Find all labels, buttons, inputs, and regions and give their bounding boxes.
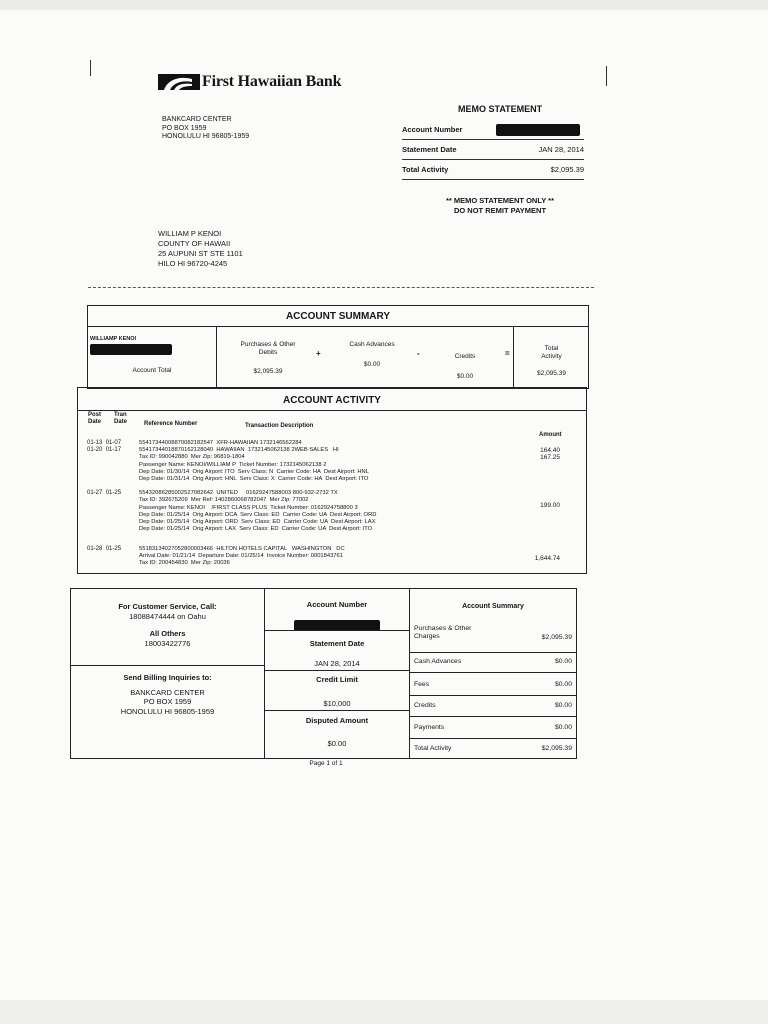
summary-row-value: $0.00 — [554, 658, 572, 665]
reference-header: Reference Number — [144, 421, 198, 427]
txn-dates: 01-27 01-25 — [87, 490, 122, 496]
txn-line: Arrival Date: 01/21/14 Departure Date: 01/25/14 Invoice Number: 0001843761 — [139, 553, 343, 559]
memo-row-date — [402, 140, 584, 160]
payment-stub-box — [70, 588, 577, 759]
equals-sign: = — [505, 349, 510, 358]
summary-row-fees — [410, 681, 576, 688]
billing-address-line: BANKCARD CENTER — [130, 687, 205, 697]
memo-notice — [410, 196, 590, 216]
total-activity-value: $2,095.39 — [537, 370, 566, 377]
stub-summary-column — [410, 589, 576, 758]
customer-line: HILO HI 96720-4245 — [158, 259, 228, 268]
total-activity-cell — [513, 327, 589, 388]
summary-name: WILLIAMP KENOI — [90, 336, 137, 342]
txn-line: 55183134027052800003466 HILTON HOTELS CAPITAL WASHINGTON DC — [139, 546, 345, 552]
txn-line: Dep Date: 01/30/14 Orig Airport: ITO Serv Class: N Carrier Code: HA Dest Airport: HNL — [139, 469, 369, 475]
summary-row-purchases — [410, 625, 576, 641]
purchases-value: $2,095.39 — [253, 368, 283, 375]
bank-address-line: HONOLULU HI 96805-1959 — [162, 133, 250, 140]
bank-logo-icon — [158, 74, 200, 90]
customer-line: WILLIAM P KENOI — [158, 229, 222, 238]
customer-service-phone: 18088474444 on Oahu — [129, 611, 206, 621]
memo-row-account — [402, 120, 584, 140]
fold-mark-left — [90, 60, 91, 76]
divider — [410, 695, 576, 696]
credit-limit-label: Credit Limit — [316, 675, 358, 684]
summary-row-label: Payments — [414, 724, 445, 731]
summary-row-label: Purchases & Other Charges — [414, 625, 472, 640]
customer-line: 25 AUPUNI ST STE 1101 — [158, 249, 243, 258]
all-others-label: All Others — [149, 629, 186, 638]
tran-date-header: Tran Date — [114, 412, 128, 425]
description-header: Transaction Description — [245, 423, 314, 429]
statement-date-value: JAN 28, 2014 — [314, 659, 360, 668]
memo-label: Statement Date — [402, 145, 457, 154]
bank-address — [162, 116, 249, 142]
divider — [265, 710, 409, 711]
account-activity-title: ACCOUNT ACTIVITY — [78, 388, 586, 411]
customer-service-label: For Customer Service, Call: — [118, 602, 217, 611]
stub-contact-column — [71, 589, 265, 758]
redaction-bar — [496, 124, 580, 136]
summary-row-value: $0.00 — [554, 702, 572, 709]
redaction-bar — [90, 344, 172, 355]
txn-dates: 01-20 01-17 — [87, 447, 122, 453]
memo-notice-line: DO NOT REMIT PAYMENT — [453, 206, 547, 215]
txn-line: 55432086285002527082642 UNITED 01629247588003 800-932-2732 TX — [139, 490, 338, 496]
txn-line: Passenger Name: KENOI /FIRST CLASS PLUS Ticket Number: 0162924758800 3 — [139, 505, 358, 511]
tear-line — [88, 287, 594, 288]
txn-line: 55417344008870082182547 XFR-HAWAIIAN 1732146562284 — [139, 440, 302, 446]
minus-sign: - — [417, 349, 420, 358]
stub-summary-title: Account Summary — [462, 603, 524, 610]
billing-inquiries-block — [71, 673, 264, 716]
memo-value: $2,095.39 — [550, 165, 584, 174]
all-others-phone: 18003422776 — [144, 638, 191, 648]
summary-row-value: $0.00 — [554, 681, 572, 688]
summary-row-cash — [410, 658, 576, 665]
summary-row-total — [410, 745, 576, 752]
summary-row-label: Total Activity — [414, 745, 452, 752]
memo-value: JAN 28, 2014 — [538, 145, 584, 154]
divider — [410, 672, 576, 673]
customer-address — [158, 229, 243, 269]
account-summary-box — [87, 305, 589, 389]
txn-dates: 01-13 01-07 — [87, 440, 122, 446]
summary-row-value: $2,095.39 — [541, 745, 572, 752]
memo-label: Account Number — [402, 125, 463, 134]
credit-limit-value: $10,000 — [323, 699, 351, 708]
credits-value: $0.00 — [456, 372, 474, 380]
summary-row-value: $0.00 — [554, 724, 572, 731]
statement-date-label: Statement Date — [309, 639, 365, 648]
account-summary-title: ACCOUNT SUMMARY — [88, 306, 588, 327]
txn-line: Passenger Name: KENOI/WILLIAM P Ticket Number: 1732145062138 2 — [139, 462, 327, 468]
divider — [410, 738, 576, 739]
bank-logo — [158, 72, 341, 92]
account-activity-box — [77, 387, 587, 574]
fold-mark-right — [606, 66, 607, 86]
scan-edge-top — [0, 0, 768, 10]
billing-inquiries-label: Send Billing Inquiries to: — [123, 673, 212, 682]
cash-label: Cash Advances — [349, 341, 395, 348]
memo-title: MEMO STATEMENT — [458, 104, 543, 114]
txn-amount: 199.00 — [540, 502, 560, 509]
txn-dates: 01-28 01-25 — [87, 546, 122, 552]
summary-row-value: $2,095.39 — [541, 634, 572, 641]
customer-line: COUNTY OF HAWAII — [158, 239, 231, 248]
memo-row-total — [402, 160, 584, 180]
plus-sign: + — [316, 349, 321, 358]
summary-row-payments — [410, 724, 576, 731]
txn-line: Dep Date: 01/25/14 Orig Airport: ORD Serv Class: ED Carrier Code: UA Dest Airport: LAX — [139, 519, 376, 525]
txn-amount: 167.25 — [540, 454, 560, 461]
divider — [410, 716, 576, 717]
disputed-amount-value: $0.00 — [327, 739, 347, 748]
summary-row-label: Fees — [414, 681, 430, 688]
total-activity-label: Total Activity — [541, 345, 562, 360]
stub-account-column — [265, 589, 410, 758]
txn-line: 55417344018870162128040 HAWAIIAN 1732145062138 2WEB SALES HI — [139, 447, 339, 453]
bank-name: First Hawaiian Bank — [202, 73, 342, 90]
scan-edge-bottom — [0, 1000, 768, 1024]
txn-amount: 1,644.74 — [534, 555, 560, 562]
memo-table — [402, 120, 584, 180]
credits-label: Credits — [454, 353, 476, 360]
bank-address-line: BANKCARD CENTER — [162, 116, 232, 123]
disputed-amount-label: Disputed Amount — [305, 716, 369, 725]
txn-line: Dep Date: 01/31/14 Orig Airport: HNL Serv Class: X Carrier Code: HA Dest Airport: ITO — [139, 476, 369, 482]
billing-address-line: HONOLULU HI 96805-1959 — [120, 706, 215, 716]
customer-service-block — [71, 602, 264, 648]
divider — [265, 630, 409, 631]
page-number: Page 1 of 1 — [309, 760, 343, 767]
divider — [71, 665, 264, 666]
amount-header: Amount — [539, 432, 562, 438]
summary-row-credits — [410, 702, 576, 709]
txn-line: Tax ID: 990042880 Mer Zip: 96819-1804 — [139, 454, 245, 460]
memo-label: Total Activity — [402, 165, 449, 174]
post-date-header: Post Date — [88, 412, 102, 425]
txn-line: Dep Date: 01/25/14 Orig Airport: DCA Serv Class: ED Carrier Code: UA Dest Airport: ORD — [139, 512, 377, 518]
summary-name-cell — [88, 327, 217, 388]
cash-value: $0.00 — [363, 360, 381, 368]
summary-row-label: Credits — [414, 702, 436, 709]
txn-line: Dep Date: 01/25/14 Orig Airport: LAX Serv Class: ED Carrier Code: UA Dest Airport: ITO — [139, 526, 373, 532]
txn-line: Tax ID: 200454830 Mer Zip: 20036 — [139, 560, 230, 566]
txn-amount: 164.40 — [540, 447, 560, 454]
account-total-label: Account Total — [132, 367, 172, 374]
purchases-label: Purchases & Other Debits — [240, 341, 296, 356]
cash-col — [343, 341, 401, 368]
account-number-label: Account Number — [306, 600, 368, 609]
credits-col — [443, 353, 487, 380]
bank-address-line: PO BOX 1959 — [162, 124, 207, 132]
billing-address-line: PO BOX 1959 — [143, 697, 192, 706]
memo-notice-line: ** MEMO STATEMENT ONLY ** — [445, 196, 555, 205]
summary-row-label: Cash Advances — [414, 658, 462, 665]
divider — [410, 652, 576, 653]
divider — [265, 670, 409, 671]
txn-line: Tax ID: 392675209 Mer Ref: 1402860068782047 Mer Zip: 77002 — [139, 497, 309, 503]
purchases-col — [238, 341, 298, 376]
